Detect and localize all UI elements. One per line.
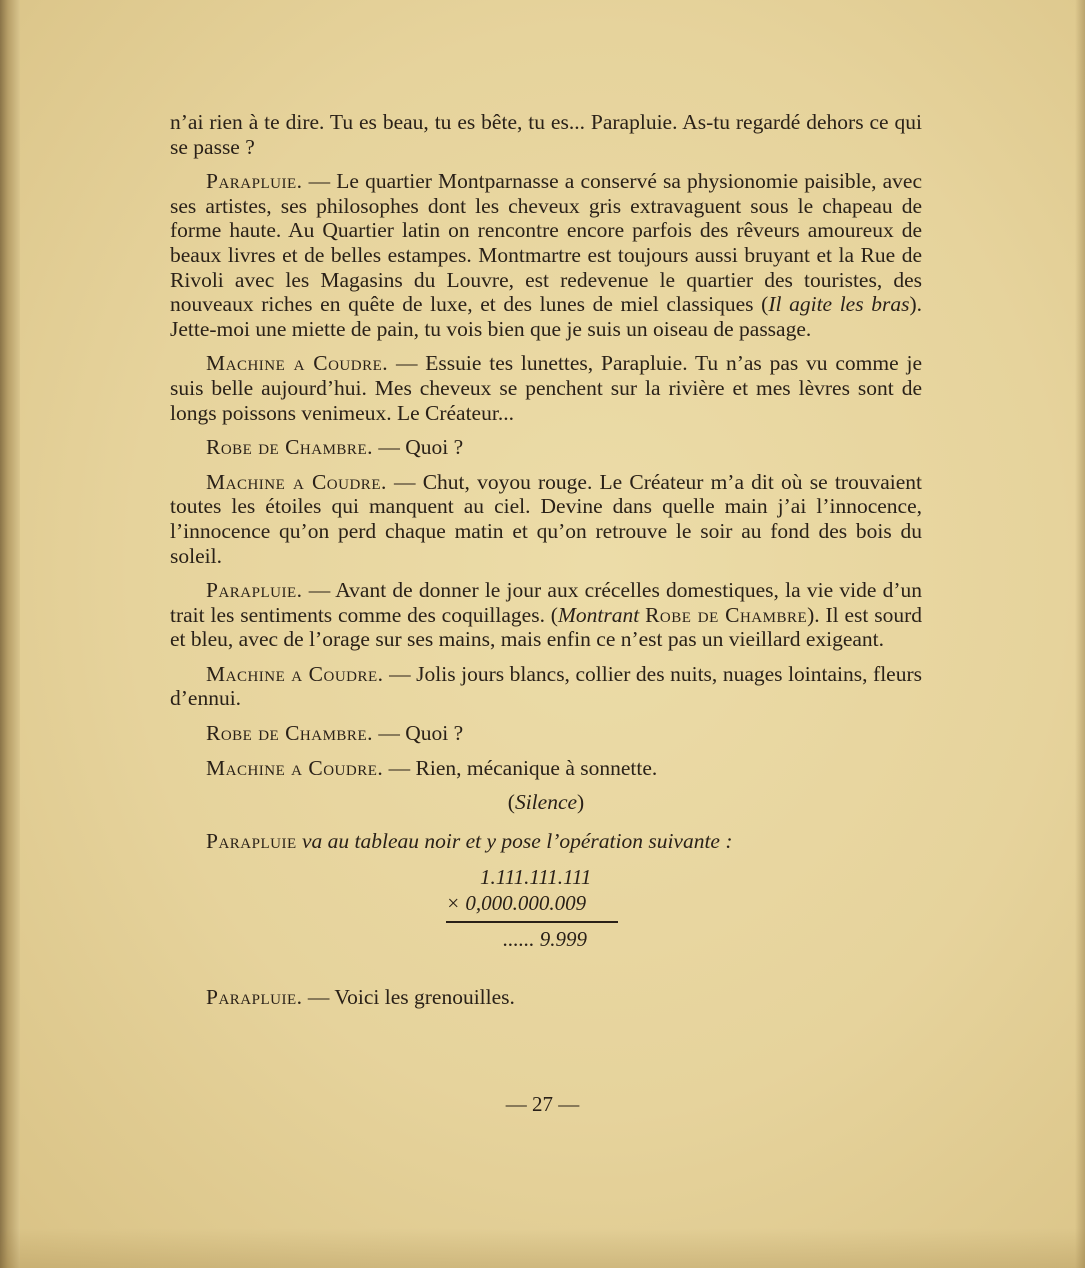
page-number: — 27 —: [505, 1092, 580, 1116]
speaker-name: Machine a Coudre.: [206, 469, 387, 494]
speaker-name: Parapluie.: [206, 578, 303, 603]
operation-rule: [446, 921, 618, 923]
dialogue-parapluie-final: [170, 985, 922, 1010]
dialogue-text: — Jolis jours blancs, collier des nuits, nuages lointains, fleurs d’ennui.: [170, 661, 922, 711]
dialogue-text: — Rien, mécanique à sonnette.: [383, 755, 658, 780]
dialogue-text: — Quoi ?: [372, 435, 464, 460]
dialogue-text: — Le quartier Montparnasse a conservé sa physionomie paisible, avec ses artistes, ses philosophes dont les cheveux gris extravaguent sous le chapeau de forme haute. Au Quartier latin on rencontre encore parfois des rêveurs amoureux de beaux livres et de belles estampes. Montmartre est toujours aussi bruyant et la Rue de Rivoli avec les Magasins du Louvre, est redevenue le quartier des touristes, des nouveaux riches en quête de luxe, et des lunes de miel classiques (: [170, 169, 922, 317]
dialogue-robe-2: [170, 721, 922, 746]
dialogue-text: — Quoi ?: [372, 721, 464, 746]
dialogue-machine-3: [170, 662, 922, 711]
dialogue-text: — Essuie tes lunettes, Parapluie. Tu n’as pas vu comme je suis belle aujourd’hui. Mes cheveux se penchent sur la rivière et mes lèvres sont de longs poissons venimeux. Le Créateur...: [170, 351, 922, 425]
dialogue-machine-2: [170, 470, 922, 568]
speaker-name: Robe de Chambre.: [206, 721, 373, 746]
paren-close: ): [577, 790, 585, 815]
multiplication-operation: [170, 865, 922, 985]
speaker-name: Robe de Chambre.: [206, 435, 373, 460]
operand-1: 1.111.111.111: [480, 865, 592, 890]
binding-gutter: [0, 0, 20, 1268]
dialogue-parapluie-2: [170, 578, 922, 652]
silence-direction: [170, 790, 922, 815]
dialogue-machine-1: [170, 351, 922, 425]
dialogue-text: — Chut, voyou rouge. Le Créateur m’a dit où se trouvaient toutes les étoiles qui manquent au ciel. Devine dans quelle main j’ai l’innocence, l’innocence qu’on perd chaque matin et qu’on retrouve le soir au fond des bois du soleil.: [170, 469, 922, 568]
operand-2: × 0,000.000.009: [446, 891, 587, 916]
speaker-name: Parapluie: [206, 828, 297, 853]
silence-word: Silence: [514, 790, 578, 815]
dialogue-text-after: ). Il est sourd et bleu, avec de l’orage sur ses mains, mais enfin ce n’est pas un vieillard exigeant.: [170, 602, 923, 652]
page-body: [170, 110, 922, 1020]
page-edge-shadow: [1075, 0, 1085, 1268]
dialogue-text: — Voici les grenouilles.: [302, 985, 515, 1010]
operation-result: ...... 9.999: [503, 927, 587, 952]
speaker-name: Machine a Coudre.: [206, 661, 384, 686]
speaker-name: Machine a Coudre.: [206, 351, 389, 376]
paragraph-continuation: [170, 110, 922, 159]
character-reference: Robe de Chambre: [645, 602, 808, 627]
paragraph-text: n’ai rien à te dire. Tu es beau, tu es bête, tu es... Parapluie. As-tu regardé dehors ce qui se passe ?: [170, 110, 922, 159]
paren-open: (: [507, 790, 515, 815]
stage-direction-paragraph: [170, 829, 922, 854]
stage-direction: Montrant: [557, 602, 640, 627]
speaker-name: Parapluie.: [206, 985, 303, 1010]
dialogue-robe-1: [170, 435, 922, 460]
dialogue-text-after: ). Jette-moi une miette de pain, tu vois bien que je suis un oiseau de passage.: [170, 292, 922, 341]
stage-direction: Il agite les bras: [768, 292, 910, 317]
speaker-name: Machine a Coudre.: [206, 755, 384, 780]
dialogue-parapluie-1: [170, 169, 922, 341]
page-bottom-shadow: [0, 1228, 1085, 1268]
dialogue-machine-4: [170, 756, 922, 781]
stage-direction-text: va au tableau noir et y pose l’opération suivante :: [296, 828, 733, 853]
speaker-name: Parapluie.: [206, 169, 303, 194]
dialogue-text: — Avant de donner le jour aux crécelles domestiques, la vie vide d’un trait les sentiments comme des coquillages. (: [170, 578, 922, 627]
